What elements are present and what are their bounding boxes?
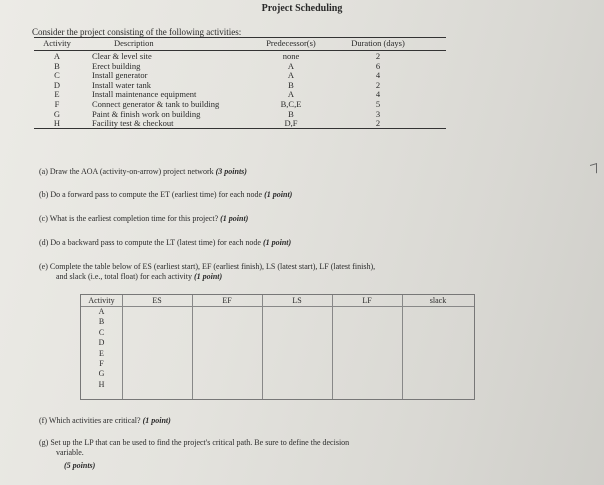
activity-row	[34, 61, 446, 71]
activity-row	[34, 80, 446, 90]
grid-activity-label: H	[98, 379, 105, 389]
header-description: Description	[114, 38, 154, 48]
question-b: (b) Do a forward pass to compute the ET (earliest time) for each node (1 point)	[39, 190, 293, 199]
activity-code: H	[53, 118, 61, 129]
activity-code: E	[54, 89, 60, 100]
grid-header-es: ES	[152, 296, 162, 305]
activity-duration: 2	[375, 118, 381, 129]
activity-row	[34, 89, 446, 99]
grid-activity-label: C	[98, 327, 105, 337]
activity-description: Install maintenance equipment	[92, 89, 197, 100]
activity-description: Install water tank	[92, 79, 152, 90]
grid-header-ef: EF	[222, 296, 232, 305]
activity-description: Paint & finish work on building	[92, 108, 201, 119]
activity-predecessors: B	[288, 108, 294, 119]
question-d: (d) Do a backward pass to compute the LT (latest time) for each node (1 point)	[39, 238, 292, 247]
activity-duration: 5	[375, 98, 381, 109]
question-g-points: (5 points)	[64, 461, 96, 470]
activity-description: Erect building	[92, 60, 141, 71]
header-activity: Activity	[43, 38, 71, 48]
question-c: (c) What is the earliest completion time for this project? (1 point)	[39, 214, 249, 223]
activity-row	[34, 51, 446, 61]
activity-duration: 4	[375, 89, 381, 100]
grid-header-activity: Activity	[88, 296, 115, 305]
intro-text: Consider the project consisting of the following activities:	[32, 27, 242, 37]
activity-table-header	[34, 37, 446, 51]
activity-description: Install generator	[92, 70, 148, 81]
activity-predecessors: A	[287, 89, 295, 100]
activity-description: Connect generator & tank to building	[92, 98, 220, 109]
question-e: (e) Complete the table below of ES (earliest start), EF (earliest finish), LS (latest start), LF (latest finish),	[39, 262, 376, 271]
question-a: (a) Draw the AOA (activity-on-arrow) project network (3 points)	[39, 167, 247, 176]
activity-row	[34, 118, 446, 128]
activity-description: Clear & level site	[92, 51, 152, 61]
activity-predecessors: B,C,E	[280, 98, 302, 109]
header-duration: Duration (days)	[351, 38, 405, 48]
question-g-cont: variable.	[56, 448, 84, 457]
activity-duration: 2	[375, 51, 381, 61]
header-predecessors: Predecessor(s)	[266, 38, 316, 48]
activity-predecessors: D,F	[284, 118, 298, 129]
grid-activity-label: B	[98, 317, 105, 327]
activity-code: C	[54, 70, 60, 81]
grid-header-lf: LF	[362, 296, 372, 305]
activity-row	[34, 99, 446, 109]
activity-description: Facility test & checkout	[92, 118, 174, 129]
activity-predecessors: none	[282, 51, 300, 61]
activity-code: G	[53, 108, 61, 119]
activity-duration: 2	[375, 79, 381, 90]
activity-code: F	[54, 98, 60, 109]
grid-activity-label: E	[99, 348, 104, 358]
activity-code: B	[54, 60, 60, 71]
grid-activity-label: F	[99, 359, 104, 368]
grid-header-ls: LS	[292, 296, 302, 305]
activity-duration: 4	[375, 70, 381, 81]
grid-header-slack: slack	[429, 296, 447, 305]
activity-row	[34, 70, 446, 80]
grid-activity-label: G	[98, 369, 105, 379]
activity-table-body	[34, 51, 446, 128]
activity-code: D	[53, 79, 61, 90]
activity-code: A	[53, 51, 61, 61]
answer-grid	[80, 294, 475, 400]
question-e-cont: and slack (i.e., total float) for each activity (1 point)	[56, 272, 223, 281]
activity-row	[34, 109, 446, 119]
activity-predecessors: A	[287, 60, 295, 71]
activity-duration: 3	[375, 108, 381, 119]
page-title: Project Scheduling	[261, 3, 343, 14]
question-g: (g) Set up the LP that can be used to find the project's critical path. Be sure to define the decision	[39, 438, 350, 447]
question-f: (f) Which activities are critical? (1 point)	[39, 416, 171, 425]
activity-duration: 6	[375, 60, 381, 71]
grid-activity-label: A	[98, 307, 105, 316]
activity-table	[34, 37, 446, 129]
grid-activity-label: D	[98, 338, 105, 348]
activity-predecessors: B	[288, 79, 294, 90]
activity-predecessors: A	[287, 70, 295, 81]
pen-mark	[590, 163, 597, 175]
